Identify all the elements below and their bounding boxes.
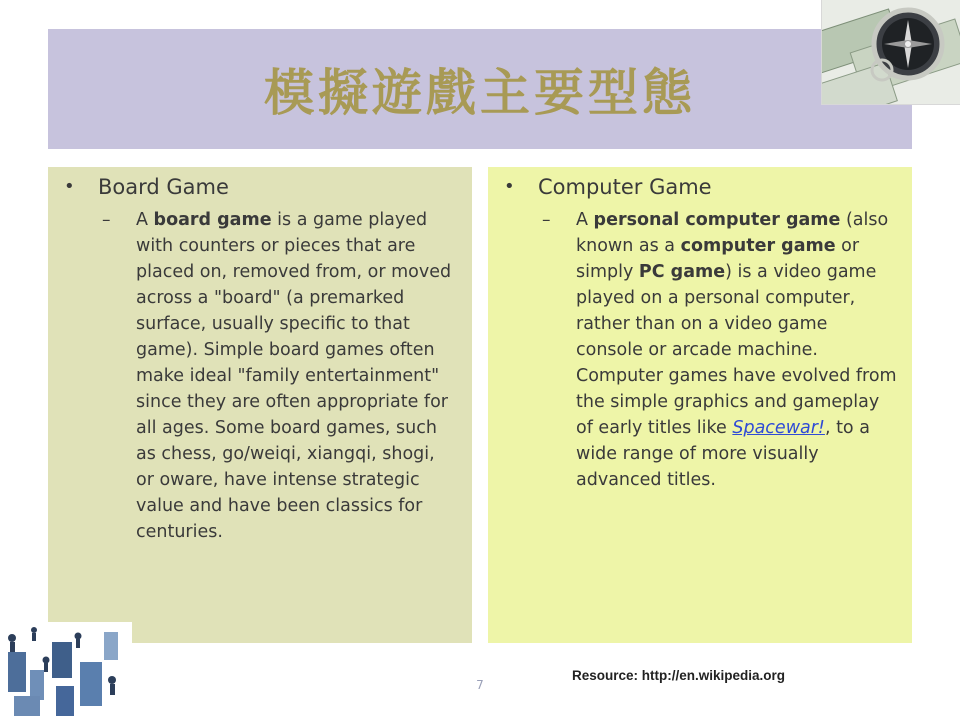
page-number: 7 — [476, 678, 484, 692]
bullet-icon: • — [64, 176, 75, 197]
business-people-illustration — [0, 622, 132, 720]
computer-game-bullet — [500, 173, 898, 201]
computer-game-heading: Computer Game — [538, 175, 712, 199]
text-segment: , to a wide range of more visually advanced titles. — [576, 418, 870, 490]
text-segment: ) is a video game played on a personal computer, rather than on a video game console or arcade machine. Computer games have evolved from the simple graphics and gameplay of early titles like — [576, 262, 897, 438]
text-segment: or simply — [576, 236, 860, 282]
dash-icon: – — [102, 210, 111, 230]
board-game-bullet — [60, 173, 458, 201]
board-game-description-row — [60, 207, 458, 545]
bullet-icon: • — [504, 176, 515, 197]
text-segment: A — [576, 210, 594, 230]
bold-term: computer game — [680, 236, 836, 256]
computer-game-description-row — [500, 207, 898, 493]
dash-icon: – — [542, 210, 551, 230]
text-segment: A — [136, 210, 154, 230]
computer-game-description — [576, 207, 898, 493]
board-game-heading: Board Game — [98, 175, 229, 199]
bold-term: PC game — [638, 262, 726, 282]
bold-term: personal computer game — [593, 210, 841, 230]
text-segment: is a game played with counters or pieces that are placed on, removed from, or moved across a "board" (a premarked surface, usually specific to that game). Simple board games often make ideal "family entertainment" since they are often appropriate for all ages. Some board games, such as chess, go/weiqi, xiangqi, shogi, or oware, have intense strategic value and have been classics for centuries. — [136, 210, 452, 542]
board-game-panel — [48, 167, 472, 643]
text-segment: (also known as a — [576, 210, 889, 256]
bold-term: board game — [153, 210, 272, 230]
board-game-description — [136, 207, 458, 545]
title-band — [48, 29, 912, 149]
slide-title: 模擬遊戲主要型態 — [264, 64, 696, 122]
resource-note: Resource: http://en.wikipedia.org — [572, 668, 786, 683]
money-compass-photo — [821, 0, 960, 105]
computer-game-panel — [488, 167, 912, 643]
spacewar-link[interactable]: Spacewar! — [732, 418, 825, 438]
